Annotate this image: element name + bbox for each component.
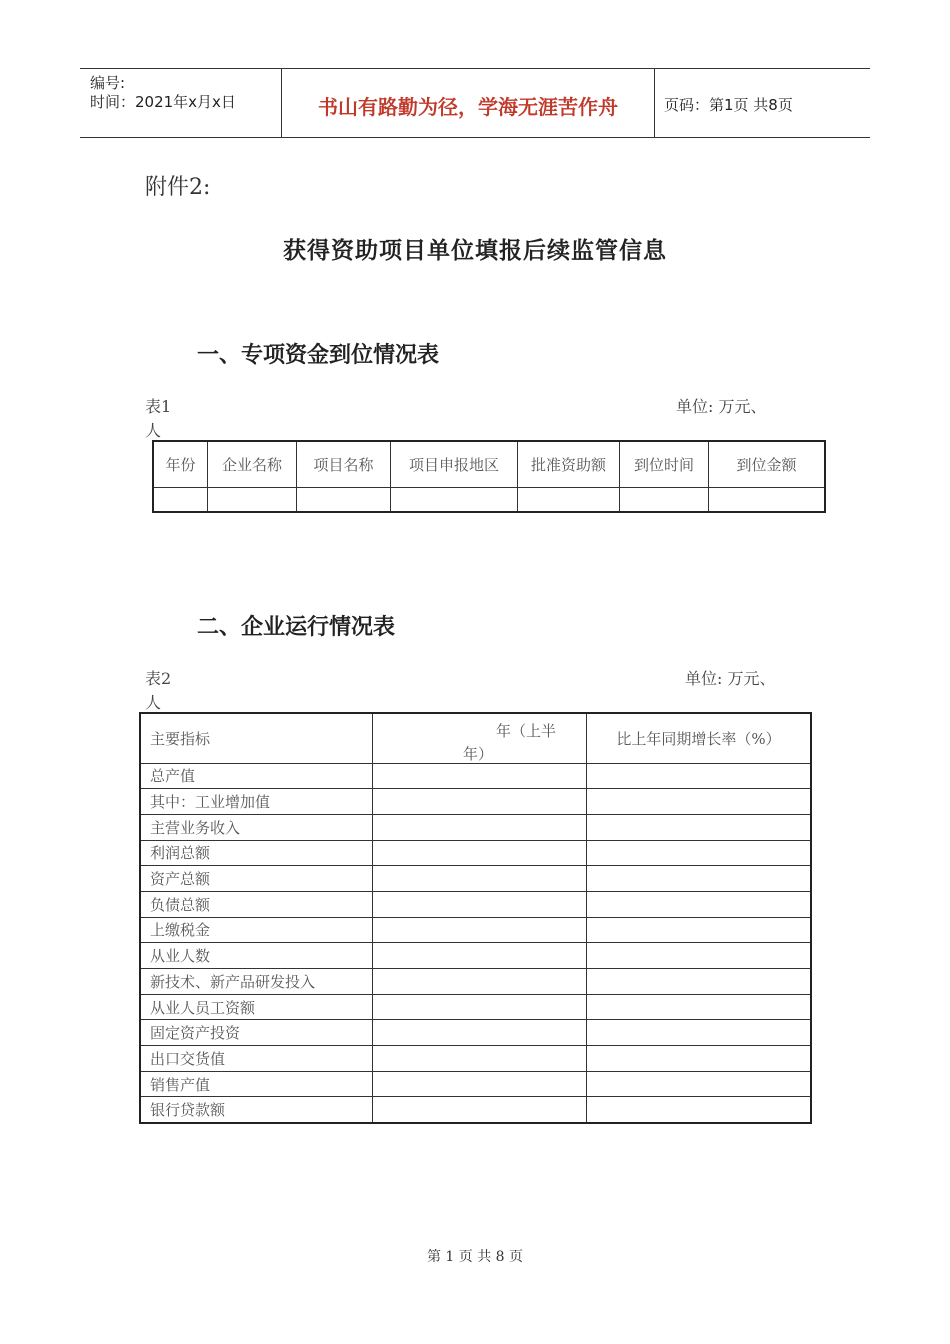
col-region: 项目申报地区 — [391, 441, 518, 487]
header-motto-cell — [282, 69, 655, 137]
table-cell[interactable] — [373, 1020, 587, 1046]
attachment-label: 附件2: — [145, 175, 211, 200]
operation-table — [139, 712, 812, 1124]
col-year-half-line1: 年（上半 — [496, 722, 557, 740]
table-cell[interactable] — [587, 840, 812, 866]
table-cell[interactable] — [373, 763, 587, 789]
page-number-label: 页码：第1页 共8页 — [664, 96, 793, 114]
number-label: 编号: — [90, 74, 126, 92]
col-year-half-line2: 年） — [463, 745, 494, 763]
page-header — [80, 68, 870, 138]
col-approved-amount: 批准资助额 — [518, 441, 620, 487]
table-row — [140, 814, 811, 840]
table-cell[interactable] — [587, 969, 812, 995]
row-label: 上缴税金 — [140, 917, 373, 943]
table-row — [140, 994, 811, 1020]
section1-heading: 一、专项资金到位情况表 — [197, 342, 440, 368]
col-arrival-amount: 到位金额 — [709, 441, 826, 487]
col-company: 企业名称 — [208, 441, 297, 487]
table-cell[interactable] — [587, 917, 812, 943]
table-row — [140, 866, 811, 892]
table-cell[interactable] — [373, 917, 587, 943]
table-cell[interactable] — [620, 487, 709, 512]
col-year: 年份 — [153, 441, 208, 487]
col-arrival-time: 到位时间 — [620, 441, 709, 487]
table-cell[interactable] — [587, 1046, 812, 1072]
table-row — [140, 763, 811, 789]
table-row — [140, 943, 811, 969]
table-row — [140, 891, 811, 917]
row-label: 销售产值 — [140, 1071, 373, 1097]
table-cell[interactable] — [709, 487, 826, 512]
row-label: 主营业务收入 — [140, 814, 373, 840]
table-cell[interactable] — [153, 487, 208, 512]
table-cell[interactable] — [587, 763, 812, 789]
table2-unit: 单位: 万元、 — [685, 669, 776, 688]
table-cell[interactable] — [518, 487, 620, 512]
row-label: 从业人员工资额 — [140, 994, 373, 1020]
table-row — [140, 840, 811, 866]
page-footer: 第 1 页 共 8 页 — [426, 1249, 524, 1265]
table-cell[interactable] — [587, 891, 812, 917]
row-label: 资产总额 — [140, 866, 373, 892]
table-cell[interactable] — [373, 866, 587, 892]
table-cell[interactable] — [587, 814, 812, 840]
table-cell[interactable] — [297, 487, 391, 512]
table-row — [140, 1071, 811, 1097]
document-title: 获得资助项目单位填报后续监管信息 — [283, 237, 667, 264]
table-cell[interactable] — [587, 1020, 812, 1046]
table-cell[interactable] — [373, 943, 587, 969]
section2-heading: 二、企业运行情况表 — [197, 614, 396, 640]
table2-label: 表2 — [145, 669, 172, 688]
table-cell[interactable] — [373, 1071, 587, 1097]
header-page-cell — [655, 69, 870, 137]
table1-label: 表1 — [145, 397, 172, 416]
table-cell[interactable] — [391, 487, 518, 512]
row-label: 新技术、新产品研发投入 — [140, 969, 373, 995]
table2-unit-wrap: 人 — [145, 693, 162, 712]
table1-unit: 单位: 万元、 — [676, 397, 767, 416]
time-label: 时间：2021年x月x日 — [90, 93, 236, 111]
row-label: 从业人数 — [140, 943, 373, 969]
table-cell[interactable] — [373, 969, 587, 995]
motto-text: 书山有路勤为径，学海无涯苦作舟 — [318, 95, 618, 119]
table-cell[interactable] — [373, 994, 587, 1020]
col-growth-rate: 比上年同期增长率（%） — [587, 713, 812, 763]
table-cell[interactable] — [587, 866, 812, 892]
table-row — [140, 1046, 811, 1072]
table-row — [140, 1097, 811, 1123]
row-label: 出口交货值 — [140, 1046, 373, 1072]
table-header-row — [153, 441, 825, 487]
table-cell[interactable] — [587, 789, 812, 815]
table-cell[interactable] — [587, 943, 812, 969]
row-label: 银行贷款额 — [140, 1097, 373, 1123]
col-project: 项目名称 — [297, 441, 391, 487]
table-row — [153, 487, 825, 512]
table-cell[interactable] — [373, 814, 587, 840]
table-row — [140, 1020, 811, 1046]
table-cell[interactable] — [587, 1071, 812, 1097]
table-cell[interactable] — [587, 994, 812, 1020]
table-cell[interactable] — [373, 840, 587, 866]
row-label: 利润总额 — [140, 840, 373, 866]
table1-unit-wrap: 人 — [145, 421, 162, 440]
table-header-row — [140, 713, 811, 763]
funding-table — [152, 440, 826, 513]
col-year-half — [373, 713, 587, 763]
table-cell[interactable] — [373, 789, 587, 815]
header-meta-cell — [80, 69, 282, 137]
table-row — [140, 969, 811, 995]
table-cell[interactable] — [587, 1097, 812, 1123]
table-cell[interactable] — [373, 891, 587, 917]
table-row — [140, 917, 811, 943]
row-label: 其中：工业增加值 — [140, 789, 373, 815]
row-label: 固定资产投资 — [140, 1020, 373, 1046]
table-cell[interactable] — [373, 1046, 587, 1072]
col-main-indicator: 主要指标 — [140, 713, 373, 763]
table-cell[interactable] — [373, 1097, 587, 1123]
table-cell[interactable] — [208, 487, 297, 512]
row-label: 总产值 — [140, 763, 373, 789]
table-row — [140, 789, 811, 815]
row-label: 负债总额 — [140, 891, 373, 917]
